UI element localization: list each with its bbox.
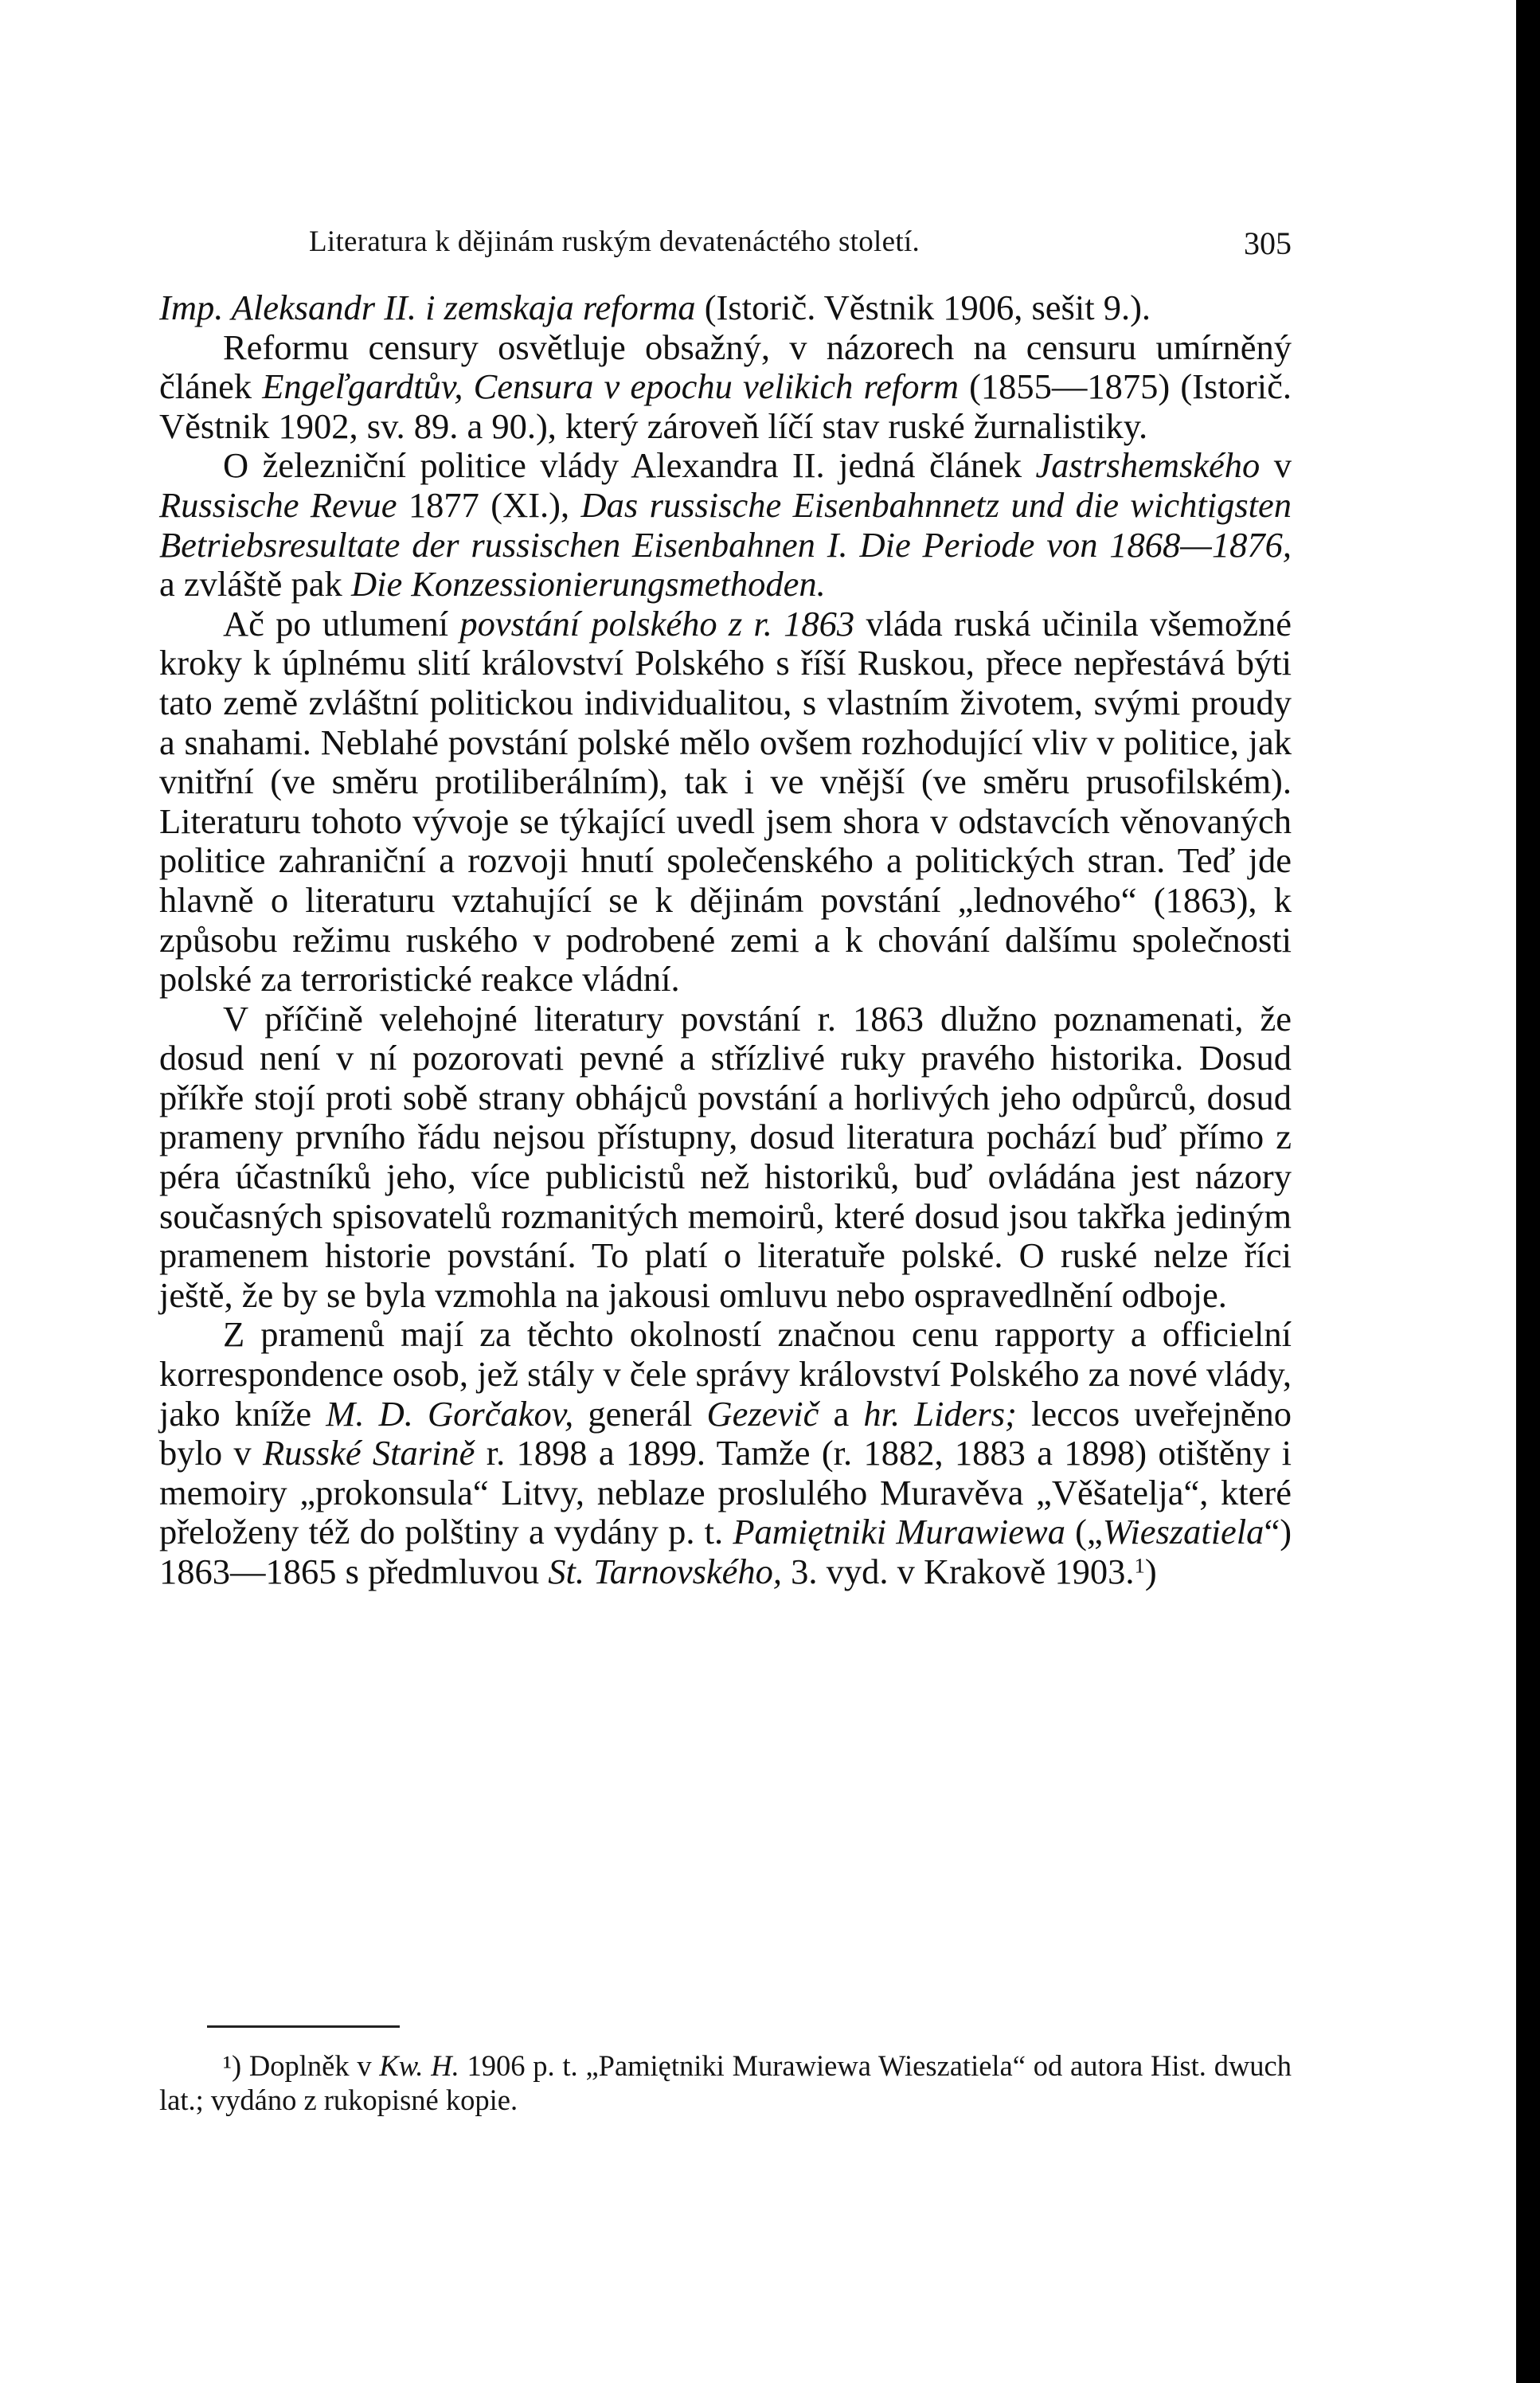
footnote-marker: ¹) <box>223 2049 242 2082</box>
paragraph-6 <box>159 1315 1292 1591</box>
italic-title: Russké Starině <box>263 1433 475 1473</box>
text-run: v <box>1260 445 1292 486</box>
text-run: Doplněk v <box>241 2049 380 2082</box>
footnote <box>159 2048 1292 2117</box>
paragraph-4 <box>159 605 1292 1000</box>
italic-name: M. D. Gorčakov, <box>326 1393 574 1434</box>
paragraph-2 <box>159 328 1292 447</box>
italic-phrase: povstání polského z r. 1863 <box>459 603 855 644</box>
paragraph-1 <box>159 288 1292 328</box>
text-run: O železniční politice vlády Alexandra II. jedná článek <box>223 445 1036 486</box>
text-run: generál <box>573 1393 707 1434</box>
text-run: („ <box>1065 1512 1103 1552</box>
italic-name: St. Tarnovského, <box>548 1551 783 1591</box>
italic-name: hr. Liders; <box>863 1393 1017 1434</box>
italic-title: Imp. Aleksandr II. i zemskaja reforma <box>159 288 696 327</box>
text-run: “) 1863—1865 s předmluvou <box>159 1512 1292 1591</box>
text-run: a <box>819 1393 864 1434</box>
text-run: 1877 (XI.), <box>397 484 581 525</box>
page-header <box>309 217 1292 264</box>
text-run: V příčině velehojné literatury povstání r. 1863 dlužno poznamenati, že dosud není v ní pozorovati pevné a střízlivé ruky pravého historika. Dosud příkře stojí proti sobě strany obhájců povstání a horlivých jeho odpůrců, dosud prameny prvního řádu nejsou přístupny, dosud literatura pochází buď přímo z péra účastníků jeho, více publicistů než historiků, buď ovládána jest názory současných spisovatelů rozmanitých memoirů, které dosud jsou takřka jediným pramenem historie povstání. To platí o literatuře polské. O ruské nelze říci ještě, že by se byla vzmohla na jakousi omluvu nebo ospravedlnění odboje. <box>159 998 1292 1315</box>
italic-title: Das russische Eisenbahnnetz und die wichtigsten Betriebsresultate der russischen Eisenbahnen I. Die Periode von 1868—1876, <box>159 484 1292 565</box>
text-run: Reformu censury osvětluje obsažný, v názorech na censuru umírněný článek <box>159 327 1292 407</box>
italic-title: Wieszatiela <box>1102 1512 1264 1552</box>
running-title: Literatura k dějinám ruským devatenáctého století. <box>309 225 920 258</box>
text-run: Z pramenů mají za těchto okolností značnou cenu rapporty a officielní korrespondence osob, jež stály v čele správy království Polského za nové vlády, jako kníže <box>159 1314 1292 1434</box>
italic-abbrev: Kw. H. <box>379 2049 459 2082</box>
main-text <box>159 288 1292 1592</box>
text-run: r. 1898 a 1899. Tamže (r. 1882, 1883 a 1898) otištěny i memoiry „prokonsula“ Litvy, neblaze proslulého Muravěva „Věšatelja“, které přeloženy též do polštiny a vydány p. t. <box>159 1433 1292 1552</box>
footnote-text <box>159 2048 1292 2117</box>
paragraph-3 <box>159 446 1292 604</box>
footnote-reference[interactable]: 1 <box>1134 1553 1145 1578</box>
page-number: 305 <box>1244 225 1292 261</box>
italic-title: Engeľgardtův, Censura v epochu velikich reform <box>262 366 959 407</box>
italic-title: Die Konzessionierungsmethoden. <box>350 564 826 605</box>
text-run: ) <box>1144 1551 1157 1591</box>
italic-name: Jastrshemského <box>1035 445 1261 486</box>
paragraph-5 <box>159 1000 1292 1316</box>
text-run: (1855—1875) (Istorič. Věstnik 1902, sv. 89. a 90.), který zároveň líčí stav ruské žurnalistiky. <box>159 366 1292 446</box>
italic-title: Russische Revue <box>159 484 397 525</box>
footnote-divider <box>207 2025 400 2028</box>
text-run: a zvláště pak <box>159 564 351 605</box>
italic-name: Gezevič <box>706 1393 819 1434</box>
text-run: 1906 p. t. „Pamiętniki Murawiewa Wieszatiela“ od autora Hist. dwuch lat.; vydáno z rukopisné kopie. <box>159 2049 1292 2116</box>
text-run: (Istorič. Věstnik 1906, sešit 9.). <box>695 288 1151 327</box>
text-run: leccos uveřejněno bylo v <box>159 1393 1292 1473</box>
text-run: vláda ruská učinila všemožné kroky k úplnému slití království Polského s říší Ruskou, přece nepřestává býti tato země zvláštní politickou individualitou, s vlastním životem, svými proudy a snahami. Neblahé povstání polské mělo ovšem rozhodující vliv v politice, jak vnitřní (ve směru protiliberálním), tak i ve vnější (ve směru prusofilském). Literaturu tohoto vývoje se týkající uvedl jsem shora v odstavcích věnovaných politice zahraniční a rozvoji hnutí společenského a politických stran. Teď jde hlavně o literaturu vztahující se k dějinám povstání „lednového“ (1863), k způsobu režimu ruského v podrobené zemi a k chování dalšímu společnosti polské za terroristické reakce vládní. <box>159 603 1292 1000</box>
italic-title: Pamiętniki Murawiewa <box>733 1512 1065 1552</box>
text-run: Ač po utlumení <box>223 603 460 644</box>
text-run: 3. vyd. v Krakově 1903. <box>782 1551 1135 1591</box>
